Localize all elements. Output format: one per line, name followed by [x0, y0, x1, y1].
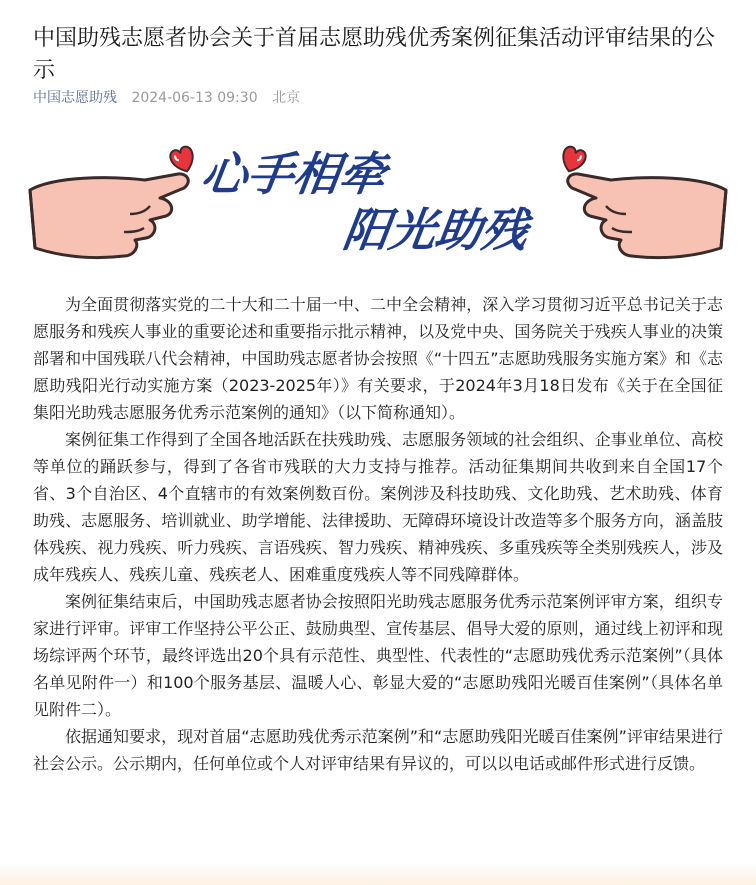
bottom-decoration [0, 863, 756, 885]
right-heart-hand-icon [558, 145, 726, 258]
publish-date: 2024-06-13 09:30 [131, 90, 258, 106]
banner-slogan-line2: 阳光助残 [339, 203, 532, 257]
article-body [33, 291, 723, 777]
paragraph: 依据通知要求，现对首届“志愿助残优秀示范案例”和“志愿助残阳光暖百佳案例”评审结果进行社会公示。公示期内，任何单位或个人对评审结果有异议的，可以以电话或邮件形式进行反馈。 [33, 727, 723, 773]
account-name-link[interactable]: 中国志愿助残 [33, 90, 117, 106]
left-heart-hand-icon [30, 145, 198, 258]
paragraph: 案例征集工作得到了全国各地活跃在扶残助残、志愿服务领域的社会组织、企事业单位、高校等单位的踊跃参与，得到了各省市残联的大力支持与推荐。活动征集期间共收到来自全国17个省、3个自治区、4个直辖市的有效案例数百份。案例涉及科技助残、文化助残、艺术助残、体育助残、志愿服务、培训就业、助学增能、法律援助、无障碍环境设计改造等多个服务方向，涵盖肢体残疾、视力残疾、听力残疾、言语残疾、智力残疾、精神残疾、多重残疾等全类别残疾人，涉及成年残疾人、残疾儿童、残疾老人、困难重度残疾人等不同残障群体。 [33, 430, 723, 584]
article-meta [33, 87, 300, 107]
banner-slogan-line1: 心手相牵 [197, 147, 390, 201]
paragraph: 为全面贯彻落实党的二十大和二十届一中、二中全会精神，深入学习贯彻习近平总书记关于志愿服务和残疾人事业的重要论述和重要指示批示精神，以及党中央、国务院关于残疾人事业的决策部署和中国残联八代会精神，中国助残志愿者协会按照《“十四五”志愿助残服务实施方案》和《志愿助残阳光行动实施方案（2023-2025年）》有关要求，于2024年3月18日发布《关于在全国征集阳光助残志愿服务优秀示范案例的通知》（以下简称通知）。 [33, 295, 723, 422]
publish-location: 北京 [272, 90, 301, 106]
article-title: 中国助残志愿者协会关于首届志愿助残优秀案例征集活动评审结果的公示 [33, 25, 716, 83]
paragraph: 案例征集结束后，中国助残志愿者协会按照阳光助残志愿服务优秀示范案例评审方案，组织专家进行评审。评审工作坚持公平公正、鼓励典型、宣传基层、倡导大爱的原则，通过线上初评和现场综评两个环节，最终评选出20个具有示范性、典型性、代表性的“志愿助残优秀示范案例”（具体名单见附件一）和100个服务基层、温暖人心、彰显大爱的“志愿助残阳光暖百佳案例”（具体名单见附件二）。 [33, 592, 723, 719]
banner-image [0, 128, 756, 283]
